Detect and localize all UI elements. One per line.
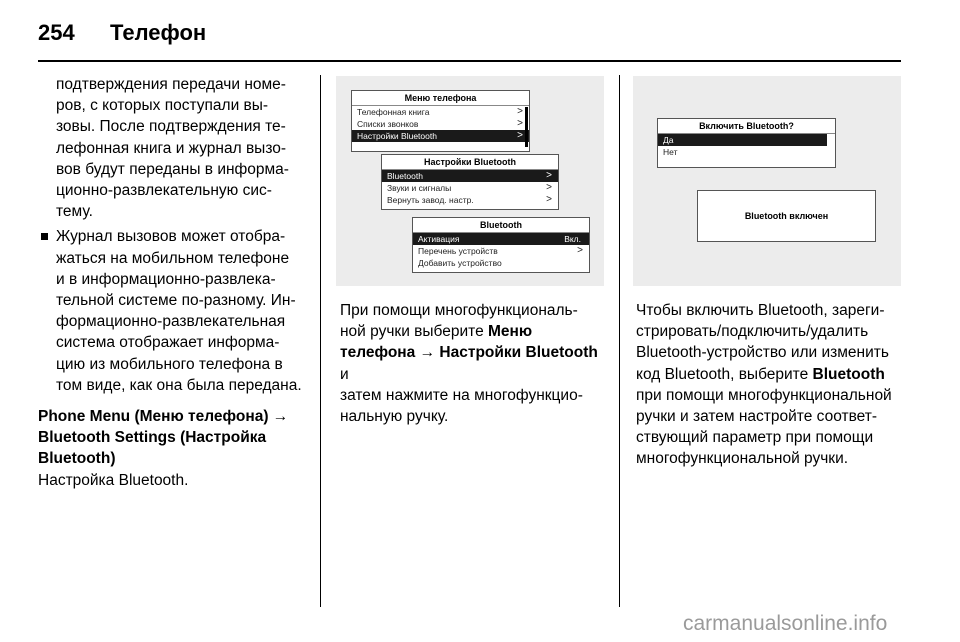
- menu-item-selected: Настройки Bluetooth >: [352, 130, 529, 142]
- text-line: стрировать/подключить/удалить: [636, 323, 869, 341]
- chevron-right-icon: >: [517, 106, 523, 117]
- menu-item: Добавить устройство: [418, 258, 502, 268]
- text-line: Bluetooth): [38, 450, 116, 468]
- text-line: тему.: [56, 203, 93, 221]
- chevron-right-icon: >: [546, 182, 552, 193]
- scrollbar: [525, 107, 528, 147]
- text-line: и в информационно-развлека-: [56, 270, 276, 288]
- text-line: жаться на мобильном телефоне: [56, 249, 290, 267]
- chevron-right-icon: >: [517, 118, 523, 129]
- menu-title: Bluetooth: [413, 218, 589, 233]
- bluetooth-settings-box: [381, 154, 559, 210]
- chevron-right-icon: >: [517, 130, 523, 141]
- dialog-option: Нет: [663, 147, 678, 157]
- menu-item-selected: Bluetooth >: [382, 170, 558, 182]
- text-line: Bluetooth Settings (Настройка: [38, 429, 267, 447]
- column-2: [340, 300, 610, 427]
- text-line: Журнал вызовов может отобра-: [56, 228, 286, 246]
- text-line: нальную ручку.: [340, 408, 449, 426]
- text-line: затем нажмите на многофункцио-: [340, 386, 583, 404]
- page-number: 254: [38, 20, 75, 45]
- screenshot-enable-bluetooth: [633, 76, 901, 286]
- text-line: ствующий параметр при помощи: [636, 429, 874, 447]
- watermark: carmanualsonline.info: [683, 612, 888, 635]
- menu-item: Вернуть завод. настр. >: [387, 194, 552, 205]
- column-divider-1: [320, 75, 321, 607]
- text-line: телефона → Настройки Bluetooth и: [340, 344, 598, 383]
- text-line: том виде, как она была передана.: [56, 376, 302, 394]
- text-line: вов будут переданы в информа-: [56, 160, 289, 178]
- text-line: Bluetooth-устройство или изменить: [636, 344, 889, 362]
- text-line: тельной системе по-разному. Ин-: [56, 292, 296, 310]
- text-line: зовы. После подтверждения те-: [56, 118, 286, 136]
- menu-title: Меню телефона: [352, 91, 529, 106]
- text-line: ной ручки выберите Меню: [340, 323, 533, 341]
- menu-item: Телефонная книга >: [357, 106, 523, 117]
- menu-item: Перечень устройств >: [418, 245, 583, 256]
- chevron-right-icon: >: [546, 194, 552, 205]
- text-line: Чтобы включить Bluetooth, зареги-: [636, 302, 885, 319]
- dialog-title: Включить Bluetooth?: [658, 119, 835, 134]
- section-title: Телефон: [110, 20, 207, 45]
- header-rule: [38, 60, 901, 62]
- text-line: при помощи многофункциональной: [636, 386, 892, 404]
- menu-item: Звуки и сигналы >: [387, 182, 552, 193]
- text-line: система отображает информа-: [56, 334, 280, 352]
- text-line: ров, с которых поступали вы-: [56, 97, 269, 115]
- screenshot-bluetooth-menus: [336, 76, 604, 286]
- dialog-option-selected: Да: [658, 134, 827, 146]
- menu-title: Настройки Bluetooth: [382, 155, 558, 170]
- activation-value: Вкл.: [564, 234, 581, 244]
- text-line: Phone Menu (Меню телефона) →: [38, 408, 289, 426]
- phone-menu-box: [351, 90, 530, 152]
- bluetooth-enabled-message: Bluetooth включен: [697, 190, 876, 242]
- bullet-square-icon: [41, 233, 48, 240]
- chevron-right-icon: >: [546, 170, 552, 181]
- text-line: ционно-развлекательную сис-: [56, 182, 272, 200]
- text-line: При помощи многофункциональ-: [340, 302, 578, 319]
- page-header: [38, 18, 206, 48]
- column-1: [38, 74, 306, 491]
- intro-paragraph: [38, 74, 306, 222]
- menu-item-selected: Активация Вкл.: [413, 233, 589, 245]
- enable-bluetooth-dialog: [657, 118, 836, 168]
- text-line: многофункциональной ручки.: [636, 450, 849, 468]
- text-line: ручки и затем настройте соответ-: [636, 408, 878, 426]
- text-line: цию из мобильного телефона в: [56, 355, 283, 373]
- bluetooth-box: [412, 217, 590, 273]
- subheading: [38, 406, 306, 470]
- chevron-right-icon: >: [577, 245, 583, 256]
- bullet-item: [38, 226, 306, 396]
- column-3: [636, 300, 904, 470]
- column-divider-2: [619, 75, 620, 607]
- text-line: лефонная книга и журнал вызо-: [56, 139, 287, 157]
- text-line: подтверждения передачи номе-: [56, 76, 286, 93]
- text-line: формационно-развлекательная: [56, 313, 286, 331]
- text-line: код Bluetooth, выберите Bluetooth: [636, 365, 885, 383]
- subheading-text: Настройка Bluetooth.: [38, 471, 189, 489]
- menu-item: Списки звонков >: [357, 118, 523, 129]
